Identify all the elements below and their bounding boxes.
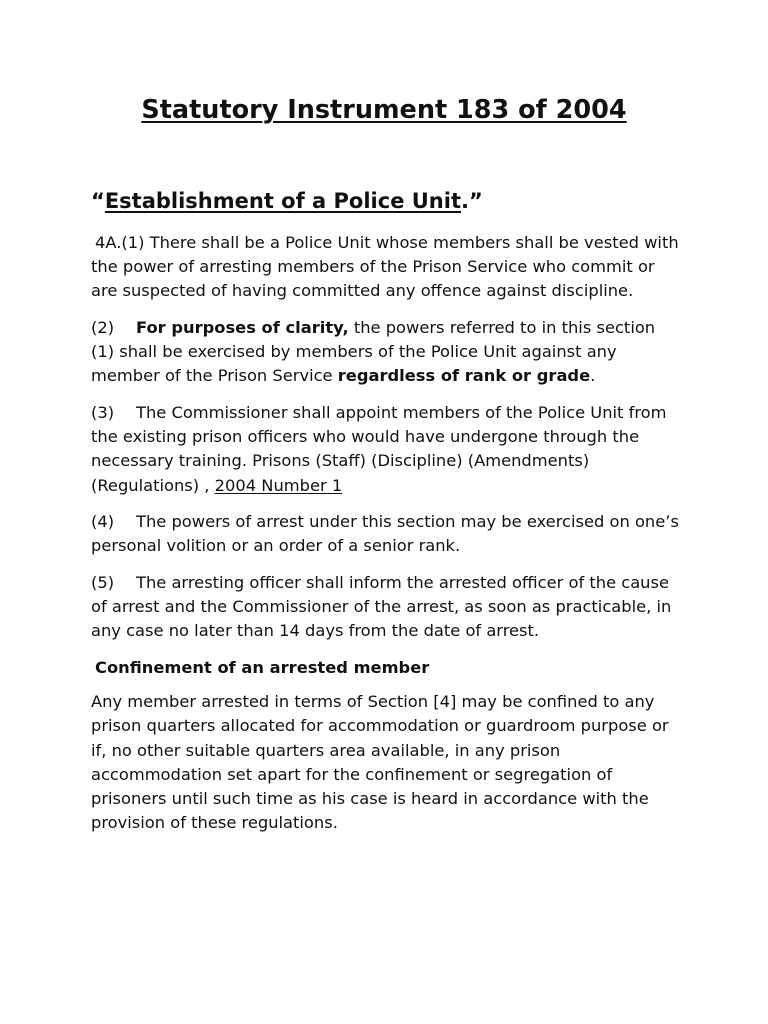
paragraph-5 (91, 571, 683, 644)
paragraph-2-end: . (590, 366, 596, 386)
paragraph-2-number: (2) (91, 318, 115, 337)
paragraph-3 (91, 401, 683, 498)
paragraph-3-text: The Commissioner shall appoint members of the Police Unit from the existing prison officers who would have undergone through the necessary training. Prisons (Staff) (Discipline) (Amendments) (Regulations) , (91, 403, 667, 495)
paragraph-confinement (91, 690, 683, 835)
heading-quote-open: “ (91, 189, 105, 213)
paragraph-2 (91, 316, 683, 389)
regulation-reference-link[interactable]: 2004 Number 1 (214, 475, 343, 495)
heading-underlined-text: Establishment of a Police Unit (104, 189, 461, 213)
paragraph-4a-1 (91, 231, 683, 304)
paragraph-5-number: (5) (91, 573, 115, 592)
paragraph-2-text: the powers referred to in this section (1) shall be exercised by members of the Police Unit against any member of the Prison Service (91, 318, 656, 386)
paragraph-4-number: (4) (91, 512, 115, 532)
paragraph-confinement-text: Any member arrested in terms of Section [4] may be confined to any prison quarters allocated for accommodation or guardroom purpose or if, no other suitable quarters area available, in any prison accommodation set apart for the confinement or segregation of prisoners until such time as his case is heard in accordance with the provision of these regulations. (91, 692, 669, 833)
section-heading (91, 187, 483, 215)
paragraph-4a-1-text: 4A.(1) There shall be a Police Unit whose members shall be vested with the power of arresting members of the Prison Service who commit or are suspected of having committed any offence against discipline. (91, 233, 679, 301)
paragraph-2-bold-tail: regardless of rank or grade (337, 366, 591, 386)
confinement-subheading: Confinement of an arrested member (95, 658, 430, 677)
heading-quote-close: .” (460, 189, 483, 213)
document-body (91, 231, 683, 848)
paragraph-4-text: The powers of arrest under this section may be exercised on one’s personal volition or an order of a senior rank. (91, 512, 679, 556)
subheading-paragraph (91, 656, 683, 680)
paragraph-4 (91, 510, 683, 558)
paragraph-5-text: The arresting officer shall inform the arrested officer of the cause of arrest and the Commissioner of the arrest, as soon as practicable, in any case no later than 14 days from the date of arrest. (91, 573, 672, 641)
paragraph-3-number: (3) (91, 403, 115, 422)
document-title (0, 93, 768, 127)
document-title-text: Statutory Instrument 183 of 2004 (141, 95, 627, 125)
paragraph-2-bold-lead: For purposes of clarity, (136, 318, 349, 337)
